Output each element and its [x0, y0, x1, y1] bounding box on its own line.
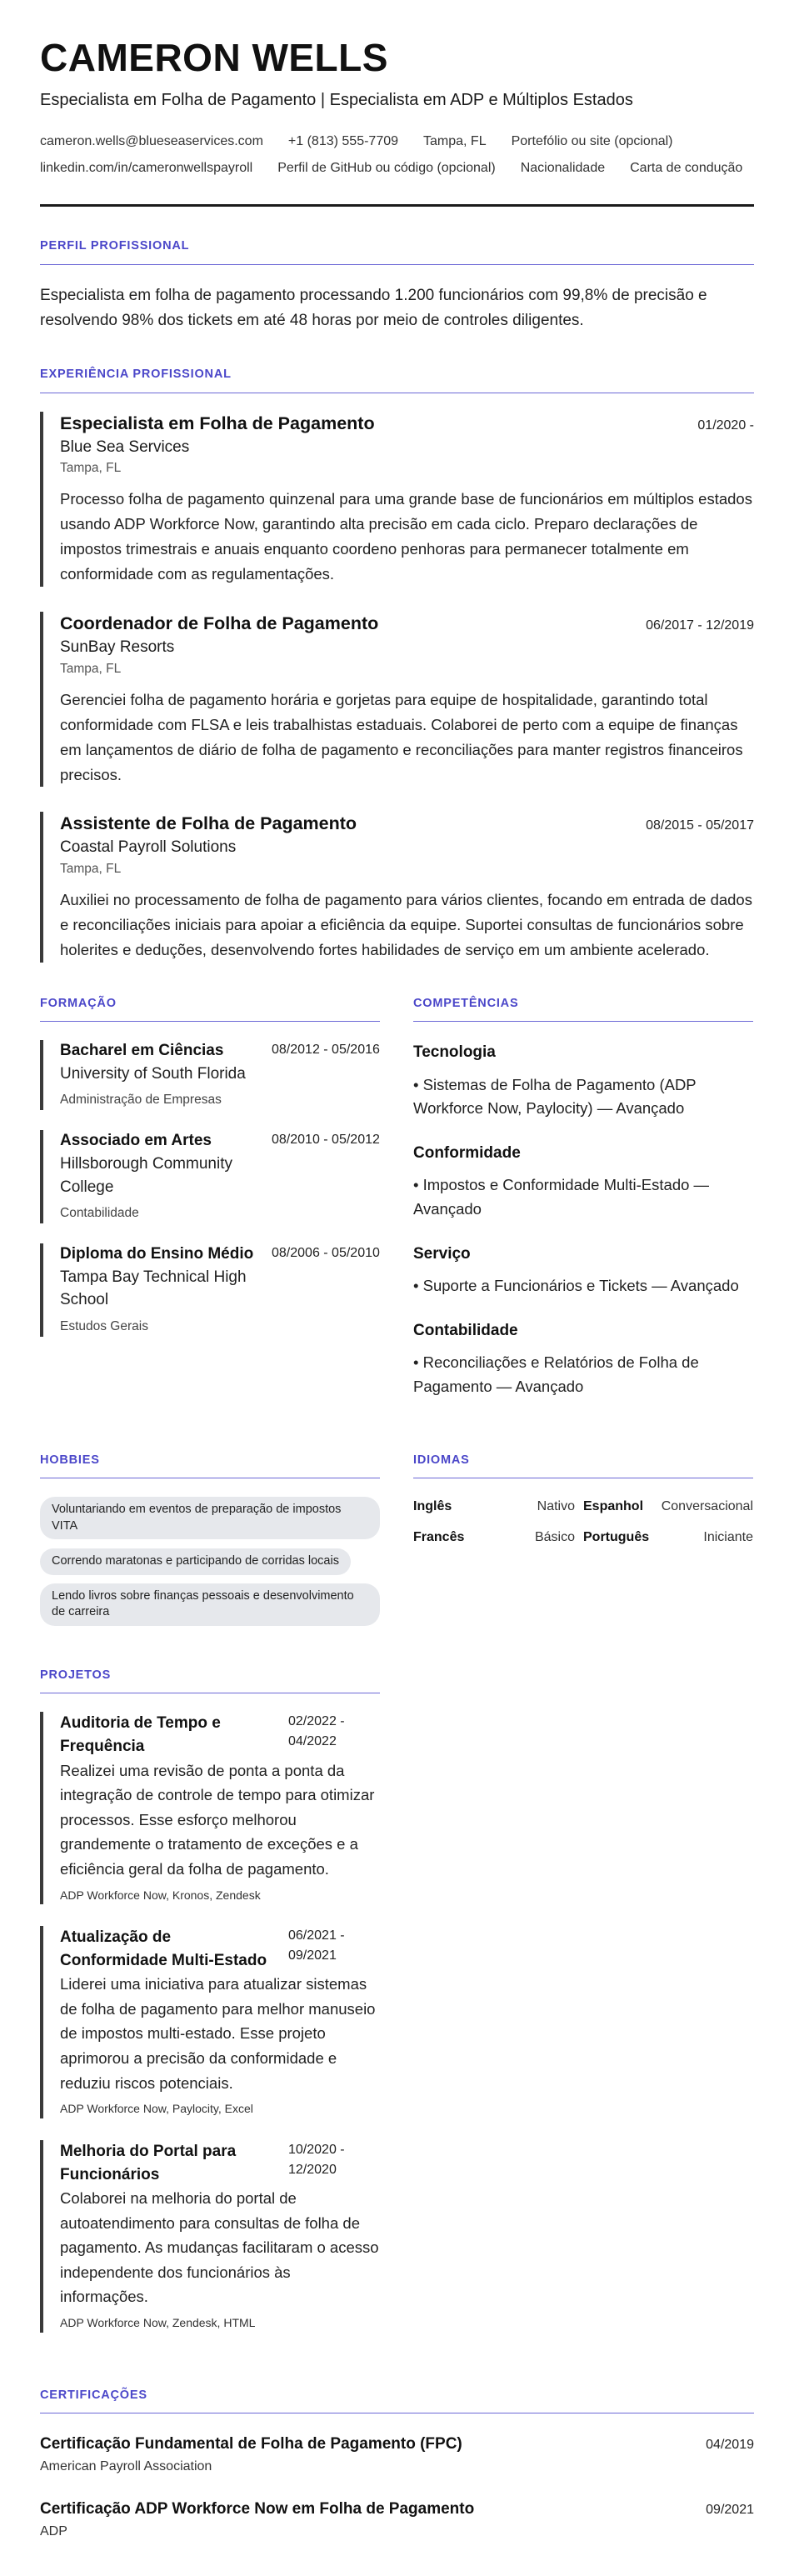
language-item [413, 1528, 583, 1548]
job-location: Tampa, FL [60, 461, 122, 476]
job-description: Auxiliei no processamento de folha de pagamento para vários clientes, focando em entrada de dados e reconciliações iniciais para apoiar a eficiência da equipe. Suportei consultas de funcionários sobre holerites e deduções, desenvolvendo fortes habilidades de serviço em um ambiente acelerado. [60, 890, 752, 958]
project-entry [40, 1712, 380, 1904]
education-school: University of South Florida [60, 1064, 246, 1083]
education-skills-row [40, 994, 754, 1419]
skill-item: • Sistemas de Folha de Pagamento (ADP Workforce Now, Paylocity) — Avançado [413, 1075, 697, 1118]
hobby-list [40, 1497, 380, 1634]
project-title: Auditoria de Tempo e Frequência [60, 1714, 221, 1755]
language-name: Espanhol [583, 1499, 644, 1514]
project-entry [40, 1926, 380, 2118]
skill-item: • Reconciliações e Relatórios de Folha de Pagamento — Avançado [413, 1353, 699, 1396]
language-name: Francês [413, 1529, 465, 1544]
contact-location: Tampa, FL [423, 133, 487, 148]
job-date: 01/2020 - [697, 418, 754, 433]
skills-section [413, 994, 753, 1419]
education-field: Estudos Gerais [60, 1318, 148, 1333]
project-description: Realizei uma revisão de ponta a ponta da integração de controle de tempo para otimizar processos. Esse esforço melhorou grandemente o tratamento de exceções e a eficiência geral da folha de pagamento. [60, 1761, 375, 1878]
project-tech: ADP Workforce Now, Kronos, Zendesk [60, 1888, 261, 1902]
education-date: 08/2006 - 05/2010 [272, 1246, 380, 1261]
language-item [583, 1528, 753, 1548]
language-level: Iniciante [703, 1529, 753, 1544]
education-degree: Bacharel em Ciências [60, 1042, 224, 1060]
hobbies-heading: HOBBIES [40, 1451, 380, 1478]
project-title: Atualização de Conformidade Multi-Estado [60, 1928, 267, 1969]
experience-entry [40, 412, 754, 587]
language-item [583, 1497, 753, 1518]
experience-entry [40, 812, 754, 962]
language-row [413, 1528, 753, 1548]
project-tech: ADP Workforce Now, Paylocity, Excel [60, 2102, 253, 2116]
job-company: Blue Sea Services [60, 438, 190, 456]
language-row [413, 1497, 753, 1518]
certification-issuer: American Payroll Association [40, 2458, 212, 2473]
project-date: 02/2022 - 04/2022 [288, 1714, 345, 1749]
language-level: Básico [534, 1529, 575, 1544]
education-date: 08/2012 - 05/2016 [272, 1043, 380, 1058]
education-heading: FORMAÇÃO [40, 994, 380, 1022]
education-details [60, 1243, 260, 1337]
job-description: Gerenciei folha de pagamento horária e gorjetas para equipe de hospitalidade, garantindo total conformidade com FLSA e leis trabalhistas estaduais. Colaborei de perto com a equipe de finanças em lançamentos de diário de folha de pagamento e reconciliações para manter registros financeiros precisos. [60, 690, 743, 783]
certification-name: Certificação Fundamental de Folha de Pagamento (FPC) [40, 2435, 462, 2453]
job-date: 08/2015 - 05/2017 [646, 818, 754, 833]
summary-section [40, 237, 754, 333]
experience-entry-header [60, 412, 754, 437]
education-school: Hillsborough Community College [60, 1155, 232, 1196]
education-field: Administração de Empresas [60, 1093, 222, 1108]
education-details [60, 1130, 260, 1223]
job-company: SunBay Resorts [60, 638, 175, 656]
projects-row-spacer [413, 1666, 753, 2354]
project-description: Colaborei na melhoria do portal de autoatendimento para consultas de folha de pagamento. As mudanças facilitaram o acesso independente dos funcionários às informações. [60, 2189, 379, 2306]
contact-phone[interactable]: +1 (813) 555-7709 [287, 133, 399, 148]
education-field: Contabilidade [60, 1206, 139, 1221]
language-level: Nativo [537, 1499, 575, 1514]
contact-driving-license: Carta de condução [630, 161, 743, 176]
job-date: 06/2017 - 12/2019 [646, 618, 754, 633]
project-date: 10/2020 - 12/2020 [288, 2142, 345, 2177]
project-entry [40, 2140, 380, 2333]
education-section [40, 994, 380, 1419]
project-tech: ADP Workforce Now, Zendesk, HTML [60, 2316, 256, 2330]
skill-group [413, 1318, 753, 1399]
experience-entry-header [60, 612, 754, 637]
language-level: Conversacional [661, 1499, 753, 1514]
projects-section [40, 1666, 380, 2354]
job-company: Coastal Payroll Solutions [60, 838, 237, 857]
project-header [60, 1712, 380, 1758]
contact-nationality: Nacionalidade [520, 161, 606, 176]
job-location: Tampa, FL [60, 661, 122, 676]
summary-text: Especialista em folha de pagamento processando 1.200 funcionários com 99,8% de precisão e resolvendo 98% dos tickets em até 48 horas por meio de controles diligentes. [40, 286, 707, 330]
contact-portfolio[interactable]: Portefólio ou site (opcional) [511, 133, 673, 148]
summary-heading: PERFIL PROFISSIONAL [40, 237, 754, 264]
certification-date: 04/2019 [706, 2438, 754, 2453]
contact-email[interactable]: cameron.wells@blueseaservices.com [40, 133, 263, 148]
job-title: Assistente de Folha de Pagamento [60, 813, 357, 834]
hobbies-languages-row [40, 1451, 754, 1634]
project-title: Melhoria do Portal para Funcionários [60, 2142, 237, 2183]
education-degree: Associado em Artes [60, 1132, 212, 1150]
education-entry [40, 1130, 380, 1223]
certification-issuer: ADP [40, 2523, 67, 2538]
experience-heading: EXPERIÊNCIA PROFISSIONAL [40, 365, 754, 393]
skill-category: Tecnologia [413, 1043, 496, 1062]
languages-heading: IDIOMAS [413, 1451, 753, 1478]
certification-entry [40, 2497, 754, 2542]
experience-entry [40, 612, 754, 787]
language-name: Inglês [413, 1499, 452, 1514]
hobbies-section [40, 1451, 380, 1634]
project-date: 06/2021 - 09/2021 [288, 1928, 345, 1963]
hobby-chip: Lendo livros sobre finanças pessoais e desenvolvimento de carreira [40, 1583, 380, 1626]
languages-section [413, 1451, 753, 1634]
language-name: Português [583, 1529, 650, 1544]
skill-group [413, 1040, 753, 1121]
language-item [413, 1497, 583, 1518]
project-header [60, 1926, 380, 1972]
hobby-chip: Voluntariando em eventos de preparação de impostos VITA [40, 1497, 380, 1539]
candidate-tagline: Especialista em Folha de Pagamento | Especialista em ADP e Múltiplos Estados [40, 90, 633, 109]
skill-category: Conformidade [413, 1144, 521, 1163]
education-school: Tampa Bay Technical High School [60, 1268, 247, 1309]
skills-heading: COMPETÊNCIAS [413, 994, 753, 1022]
contact-list [40, 132, 754, 208]
skill-group [413, 1141, 753, 1222]
education-details [60, 1040, 260, 1110]
job-description: Processo folha de pagamento quinzenal para uma grande base de funcionários em múltiplos estados usando ADP Workforce Now, garantindo alta precisão em cada ciclo. Preparo declarações de impostos trimestrais e anuais enquanto coordeno penhoras para permanecer totalmente em conformidade com as regulamentações. [60, 490, 752, 583]
projects-row [40, 1666, 754, 2354]
contact-linkedin[interactable]: linkedin.com/in/cameronwellspayroll [40, 161, 253, 176]
education-degree: Diploma do Ensino Médio [60, 1245, 254, 1263]
experience-section [40, 365, 754, 962]
skill-category: Contabilidade [413, 1321, 518, 1339]
job-title: Especialista em Folha de Pagamento [60, 413, 375, 433]
certification-header [40, 2432, 754, 2456]
certification-header [40, 2497, 754, 2521]
certification-date: 09/2021 [706, 2503, 754, 2518]
experience-entry-header [60, 812, 754, 837]
projects-heading: PROJETOS [40, 1666, 380, 1693]
project-description: Liderei uma iniciativa para atualizar sistemas de folha de pagamento para melhor manuseio de impostos multi-estado. Esse projeto aprimorou a precisão da conformidade e reduziu riscos potenciais. [60, 1975, 376, 2092]
skill-category: Serviço [413, 1244, 471, 1263]
candidate-name: CAMERON WELLS [40, 36, 388, 79]
hobby-chip: Correndo maratonas e participando de corridas locais [40, 1548, 351, 1575]
certifications-heading: CERTIFICAÇÕES [40, 2386, 754, 2413]
skill-group [413, 1242, 753, 1298]
project-header [60, 2140, 380, 2186]
job-title: Coordenador de Folha de Pagamento [60, 613, 379, 634]
skill-item: • Suporte a Funcionários e Tickets — Avançado [413, 1277, 739, 1295]
education-entry [40, 1243, 380, 1337]
contact-github[interactable]: Perfil de GitHub ou código (opcional) [277, 161, 496, 176]
education-entry [40, 1040, 380, 1110]
job-location: Tampa, FL [60, 861, 122, 876]
resume-header [40, 37, 754, 207]
certifications-section [40, 2386, 754, 2543]
education-date: 08/2010 - 05/2012 [272, 1133, 380, 1148]
skill-item: • Impostos e Conformidade Multi-Estado — Avançado [413, 1176, 710, 1218]
certification-name: Certificação ADP Workforce Now em Folha de Pagamento [40, 2500, 475, 2518]
certification-entry [40, 2432, 754, 2477]
